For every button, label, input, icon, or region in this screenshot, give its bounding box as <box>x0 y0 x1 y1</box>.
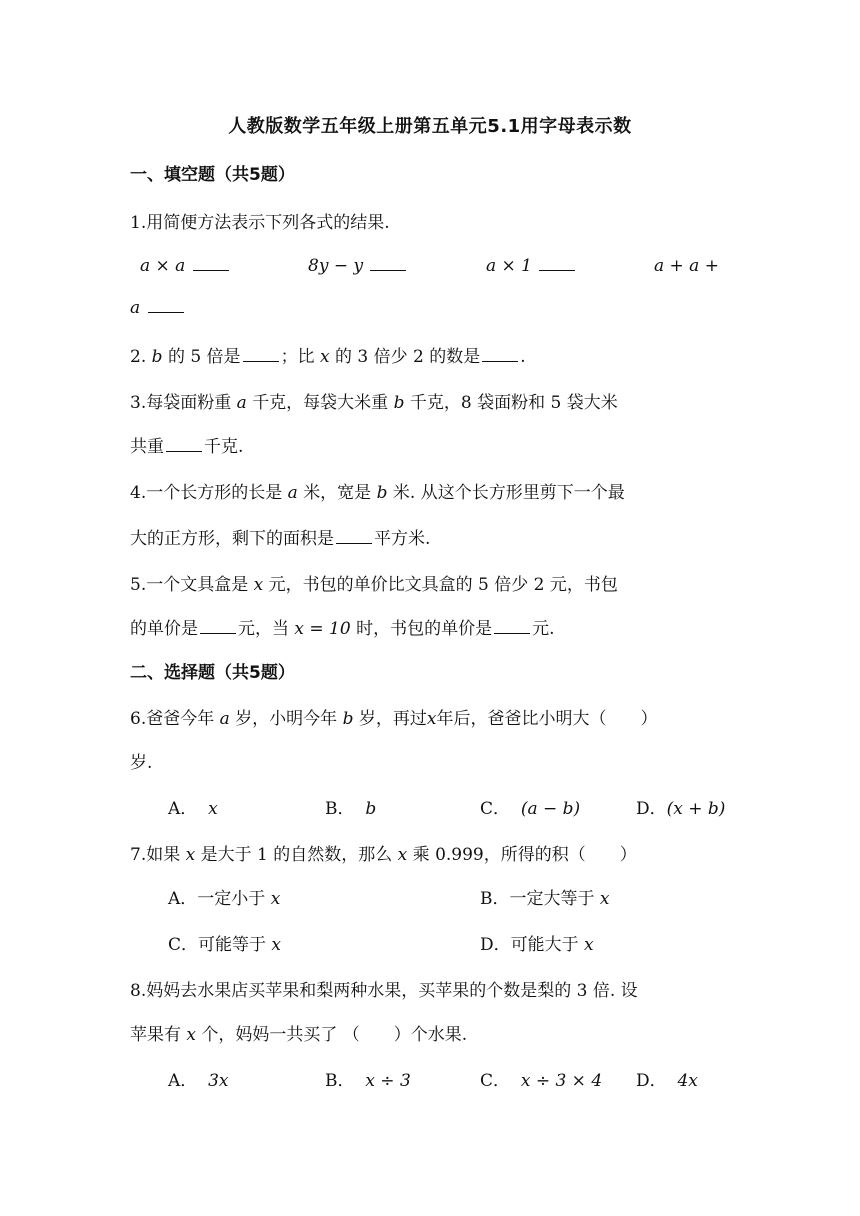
question-8-option-a[interactable]: A． 3x <box>168 1071 229 1091</box>
answer-blank <box>336 529 372 544</box>
question-7-option-d[interactable]: D．可能大于 x <box>480 935 594 955</box>
answer-blank <box>148 298 184 313</box>
question-3-line-2: 共重 千克. <box>130 437 244 457</box>
question-1-stem: 1.用简便方法表示下列各式的结果. <box>130 213 390 233</box>
answer-blank <box>539 256 575 271</box>
question-8-option-d[interactable]: D． 4x <box>636 1071 698 1091</box>
question-7-option-a[interactable]: A．一定小于 x <box>168 889 281 909</box>
question-6-option-c[interactable]: C． (a − b) <box>480 799 581 819</box>
answer-blank <box>482 347 518 362</box>
question-8-option-b[interactable]: B． x ÷ 3 <box>325 1071 411 1091</box>
section-fill-heading: 一、填空题（共5题） <box>130 165 295 185</box>
question-6-line-1: 6.爸爸今年 a 岁，小明今年 b 岁，再过x年后，爸爸比小明大（ ） <box>130 709 658 729</box>
question-6-line-2: 岁. <box>130 753 153 773</box>
question-1-expr-2: 8y − y <box>308 256 408 276</box>
question-4-line-2: 大的正方形，剩下的面积是 平方米. <box>130 529 431 549</box>
question-7-option-b[interactable]: B．一定大等于 x <box>480 889 610 909</box>
question-1-expr-4: a + a + <box>654 256 719 276</box>
question-7-option-c[interactable]: C．可能等于 x <box>168 935 282 955</box>
question-8-line-2: 苹果有 x 个，妈妈一共买了 （ ）个水果. <box>130 1025 468 1045</box>
answer-blank <box>494 619 530 634</box>
question-5-line-2: 的单价是 元，当 x = 10 时，书包的单价是 元. <box>130 619 555 639</box>
question-8-line-1: 8.妈妈去水果店买苹果和梨两种水果，买苹果的个数是梨的 3 倍. 设 <box>130 981 638 1001</box>
question-7: 7.如果 x 是大于 1 的自然数，那么 x 乘 0.999，所得的积（ ） <box>130 845 637 865</box>
document-title: 人教版数学五年级上册第五单元5.1用字母表示数 <box>228 116 632 137</box>
section-choice-heading: 二、选择题（共5题） <box>130 663 295 683</box>
question-1-expr-4-cont: a <box>130 298 186 318</box>
question-3-line-1: 3.每袋面粉重 a 千克，每袋大米重 b 千克，8 袋面粉和 5 袋大米 <box>130 393 618 413</box>
answer-blank <box>193 256 229 271</box>
answer-blank <box>243 347 279 362</box>
answer-blank <box>370 256 406 271</box>
question-1-expr-1: a × a <box>140 256 231 276</box>
answer-blank <box>200 619 236 634</box>
question-6-option-d[interactable]: D．(x + b) <box>636 799 726 819</box>
question-6-option-a[interactable]: A． x <box>168 799 218 819</box>
answer-blank <box>166 437 202 452</box>
question-8-option-c[interactable]: C． x ÷ 3 × 4 <box>480 1071 603 1091</box>
question-5-line-1: 5.一个文具盒是 x 元，书包的单价比文具盒的 5 倍少 2 元，书包 <box>130 575 618 595</box>
question-2: 2. b 的 5 倍是 ；比 x 的 3 倍少 2 的数是 . <box>130 347 526 367</box>
question-1-expr-3: a × 1 <box>486 256 577 276</box>
question-6-option-b[interactable]: B． b <box>325 799 377 819</box>
question-4-line-1: 4.一个长方形的长是 a 米，宽是 b 米. 从这个长方形里剪下一个最 <box>130 483 625 503</box>
